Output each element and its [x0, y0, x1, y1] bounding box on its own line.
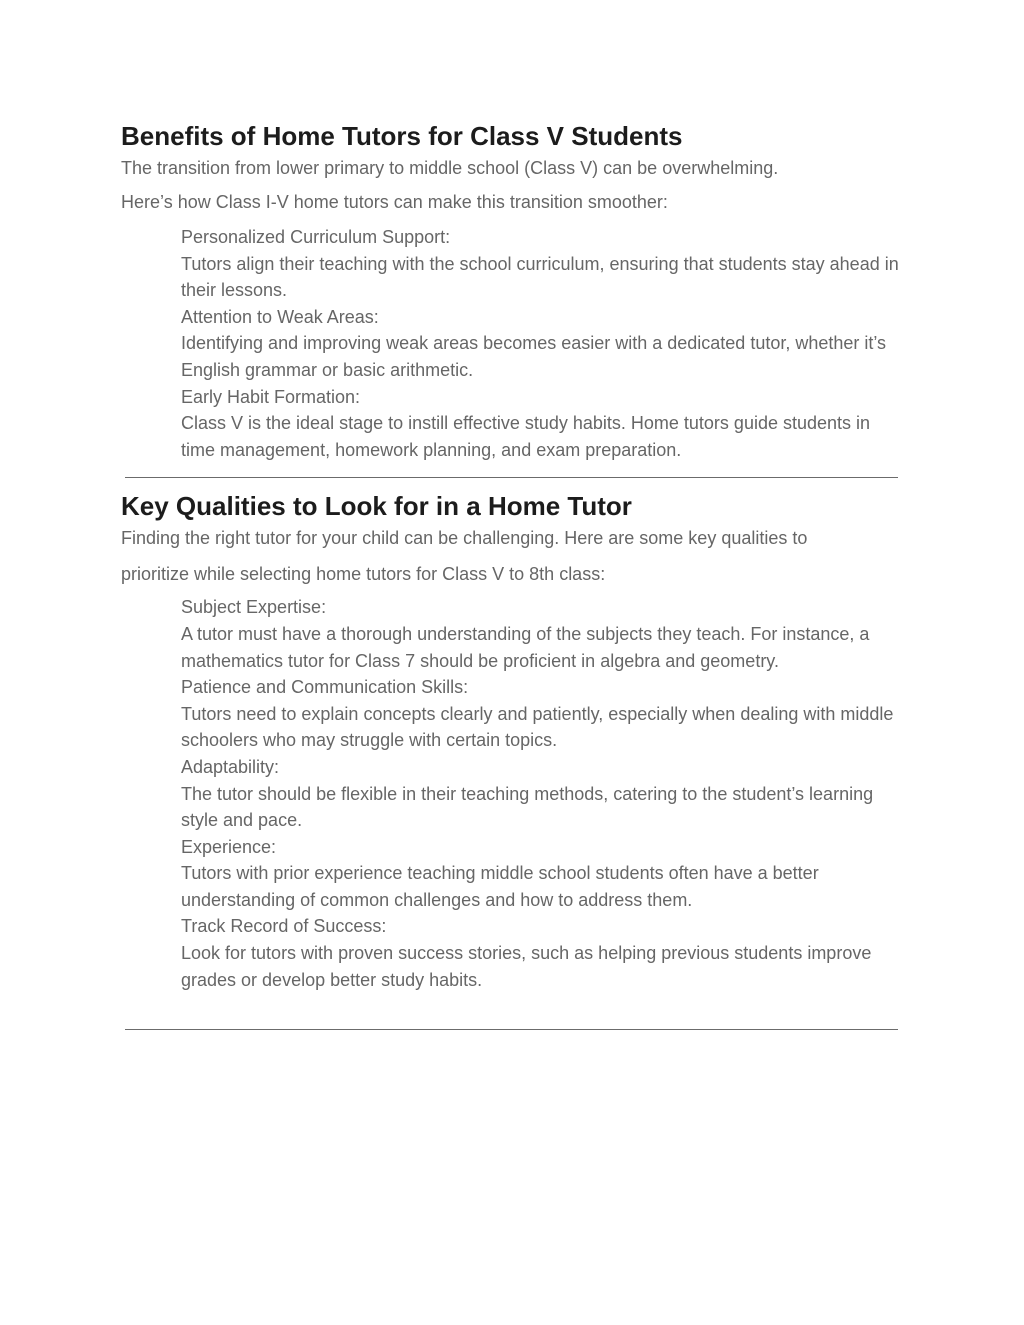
section-heading: Benefits of Home Tutors for Class V Students [121, 121, 683, 151]
item-title: Track Record of Success: [181, 916, 387, 937]
intro-text: prioritize while selecting home tutors for Class V to 8th class: [121, 564, 606, 585]
item-title: Early Habit Formation: [181, 386, 361, 407]
item-body: Identifying and improving weak areas becomes easier with a dedicated tutor, whether it’s English grammar or basic arithmetic. [181, 333, 887, 380]
intro-text: The transition from lower primary to middle school (Class V) can be overwhelming. [121, 158, 779, 178]
item-title: Personalized Curriculum Support: [181, 227, 451, 247]
list-item [181, 674, 901, 754]
list-item [181, 754, 901, 834]
list-item [181, 834, 901, 914]
section-key-qualities [121, 488, 901, 993]
item-body: Tutors align their teaching with the school curriculum, ensuring that students stay ahead in their lessons. [181, 253, 899, 301]
item-title: Experience: [181, 836, 277, 857]
list-item [181, 224, 901, 304]
qualities-list [121, 594, 901, 993]
item-body: Tutors with prior experience teaching middle school students often have a better understanding of common challenges and how to address them. [181, 863, 819, 910]
section-benefits [121, 118, 901, 463]
item-body: Look for tutors with proven success stories, such as helping previous students improve grades or develop better study habits. [181, 943, 872, 990]
item-body: A tutor must have a thorough understanding of the subjects they teach. For instance, a mathematics tutor for Class 7 should be proficient in algebra and geometry. [181, 623, 870, 671]
intro-text: Finding the right tutor for your child can be challenging. Here are some key qualities to [121, 528, 808, 549]
item-title: Adaptability: [181, 756, 280, 777]
item-title: Attention to Weak Areas: [181, 306, 379, 327]
intro-text: Here’s how Class I-V home tutors can make this transition smoother: [121, 192, 668, 212]
item-title: Patience and Communication Skills: [181, 677, 469, 698]
divider [125, 477, 898, 478]
item-body: Tutors need to explain concepts clearly and patiently, especially when dealing with middle schoolers who may struggle with certain topics. [181, 703, 894, 751]
list-item [181, 304, 901, 384]
item-body: The tutor should be flexible in their teaching methods, catering to the student’s learning style and pace. [181, 783, 874, 831]
divider [125, 1029, 898, 1030]
item-title: Subject Expertise: [181, 597, 327, 618]
list-item [181, 384, 901, 464]
section-heading: Key Qualities to Look for in a Home Tutor [121, 491, 632, 522]
item-body: Class V is the ideal stage to instill effective study habits. Home tutors guide students in time management, homework planning, and exam preparation. [181, 413, 871, 460]
document-page [121, 118, 901, 1030]
list-item [181, 594, 901, 674]
list-item [181, 913, 901, 993]
benefits-list [121, 224, 901, 463]
